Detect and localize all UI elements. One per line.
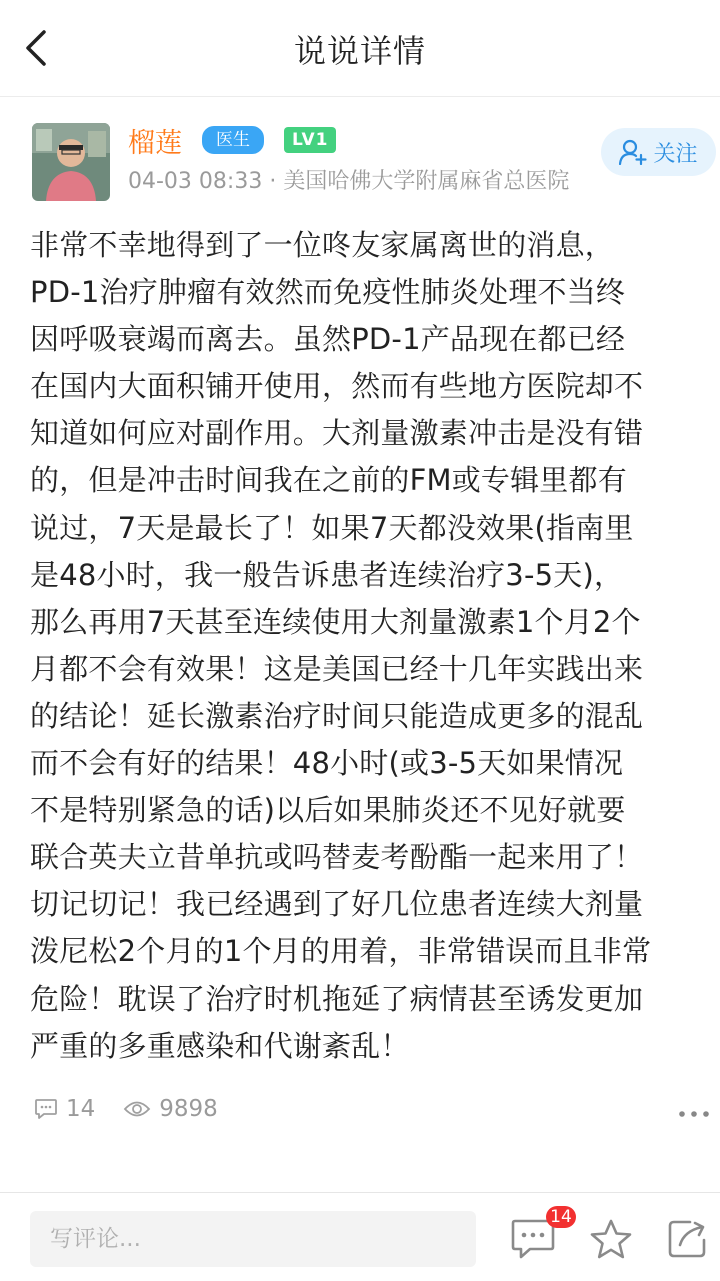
post-line: 那么再用7天甚至连续使用大剂量激素1个月2个 xyxy=(30,604,641,639)
avatar-photo xyxy=(32,123,110,201)
page-title: 说说详情 xyxy=(293,32,426,70)
comment-icon xyxy=(34,1098,58,1120)
eye-icon xyxy=(123,1099,151,1119)
top-bar xyxy=(0,0,720,97)
share-icon xyxy=(666,1218,708,1260)
comment-count-stat[interactable] xyxy=(34,1096,95,1122)
star-icon xyxy=(589,1218,633,1260)
post-line: 泼尼松2个月的1个月的用着，非常错误而且非常 xyxy=(30,934,652,969)
post-line: 危险！耽误了治疗时机拖延了病情甚至诱发更加 xyxy=(30,981,644,1016)
post-line: 联合英夫立昔单抗或吗替麦考酚酯一起来用了！ xyxy=(30,840,644,875)
share-button[interactable] xyxy=(662,1214,712,1264)
post-line: 的，但是冲击时间我在之前的FM或专辑里都有 xyxy=(30,463,627,498)
post-line: 说过，7天是最长了！如果7天都没效果(指南里 xyxy=(30,510,634,545)
post-date: 04-03 08:33 xyxy=(128,169,263,194)
follow-button[interactable] xyxy=(601,128,716,176)
meta-separator: · xyxy=(269,169,277,194)
post-line: 知道如何应对副作用。大剂量激素冲击是没有错 xyxy=(30,416,644,451)
avatar[interactable] xyxy=(32,123,110,201)
comment-count-badge: 14 xyxy=(546,1206,576,1228)
comment-count: 14 xyxy=(66,1096,96,1122)
add-user-icon xyxy=(619,139,647,165)
post-line: 严重的多重感染和代谢紊乱！ xyxy=(30,1028,410,1063)
author-name-row xyxy=(128,122,336,158)
view-count: 9898 xyxy=(159,1096,218,1122)
post-content xyxy=(30,222,706,1070)
view-count-stat xyxy=(123,1096,218,1122)
author-name[interactable]: 榴莲 xyxy=(128,127,182,159)
more-options-button[interactable] xyxy=(676,1102,712,1126)
more-dots-icon xyxy=(676,1102,712,1126)
post-line: 月都不会有效果！这是美国已经十几年实践出来 xyxy=(30,651,644,686)
post-line: 是48小时，我一般告诉患者连续治疗3-5天)， xyxy=(30,557,624,592)
post-line: PD-1治疗肿瘤有效然而免疫性肺炎处理不当终 xyxy=(30,275,626,310)
post-line: 不是特别紧急的话)以后如果肺炎还不见好就要 xyxy=(30,793,626,828)
follow-label: 关注 xyxy=(653,141,698,167)
favorite-button[interactable] xyxy=(586,1214,636,1264)
post-line: 因呼吸衰竭而离去。虽然PD-1产品现在都已经 xyxy=(30,322,626,357)
post-stats xyxy=(34,1096,246,1122)
post-line: 切记切记！我已经遇到了好几位患者连续大剂量 xyxy=(30,887,644,922)
post-line: 而不会有好的结果！48小时(或3-5天如果情况 xyxy=(30,746,624,781)
author-hospital: 美国哈佛大学附属麻省总医院 xyxy=(283,169,570,194)
comment-input[interactable] xyxy=(30,1211,476,1267)
post-meta xyxy=(128,164,569,195)
doctor-badge: 医生 xyxy=(202,126,264,154)
post-line: 的结论！延长激素治疗时间只能造成更多的混乱 xyxy=(30,698,644,733)
post-line: 非常不幸地得到了一位咚友家属离世的消息， xyxy=(30,228,615,262)
post-line: 在国内大面积铺开使用，然而有些地方医院却不 xyxy=(30,369,644,404)
level-badge: LV1 xyxy=(284,127,336,153)
